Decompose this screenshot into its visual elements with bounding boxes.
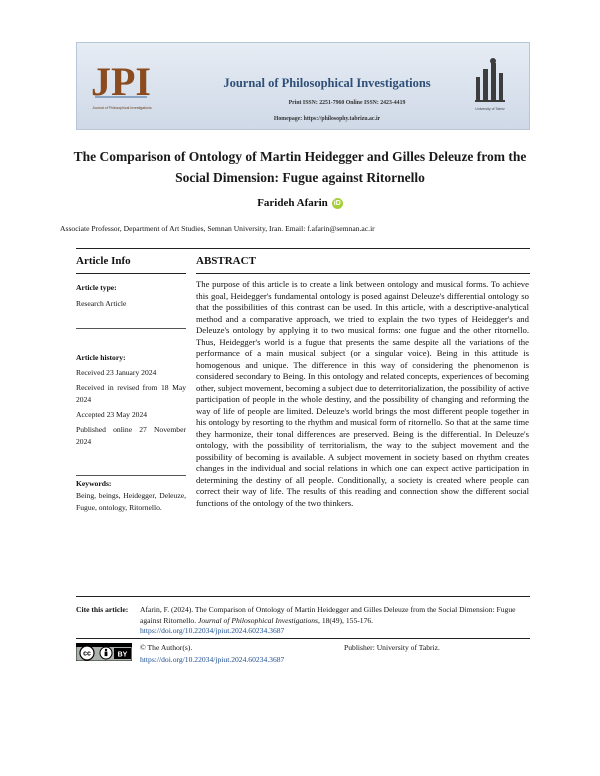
footer-doi-link[interactable]: https://doi.org/10.22034/jpiut.2024.60234.3687 [140,655,285,664]
issn-line: Print ISSN: 2251-7960 Online ISSN: 2423-4419 [288,100,406,106]
article-info-panel [76,282,186,514]
copyright-text: © The Author(s). [140,643,193,652]
university-emblem-icon [473,57,507,105]
homepage-line: Homepage: https://philosophy.tabrizu.ac.ir [273,116,381,122]
revised-date: Received in revised from 18 May 2024 [76,383,186,404]
cite-bottom-divider [76,638,530,639]
orcid-icon[interactable]: iD [333,200,341,207]
journal-banner [76,42,530,130]
published-date: Published online 27 November 2024 [76,425,186,446]
svg-text:cc: cc [83,650,91,658]
abstract-bottom-divider [76,596,530,597]
accepted-date: Accepted 23 May 2024 [76,410,148,419]
article-type-label: Article type: [76,283,117,292]
university-emblem-caption: University of Tabriz [475,107,505,111]
cite-label: Cite this article: [76,605,129,614]
abstract-heading: ABSTRACT [196,255,256,267]
received-date: Received 23 January 2024 [76,368,157,377]
citation-text [140,605,530,637]
author-affiliation: Associate Professor, Department of Art Studies, Semnan University, Iran. Email: f.afarin@semnan.ac.ir [60,224,375,233]
top-divider [76,248,530,249]
article-info-heading: Article Info [76,255,131,267]
citation-volume: , 18(49), 155-176. [318,615,374,625]
article-title: The Comparison of Ontology of Martin Heidegger and Gilles Deleuze from the Social Dimension: Fugue against Ritornello [73,149,527,185]
journal-name: Journal of Philosophical Investigations [223,76,431,90]
keywords-label: Keywords: [76,479,112,488]
author-line [150,197,450,209]
author-name: Farideh Afarin [257,197,328,209]
info-heading-divider [76,273,186,274]
keywords-value: Being, beings, Heidegger, Deleuze, Fugue, ontology, Ritornello. [76,491,186,512]
jpi-logo-caption: Journal of Philosophical Investigations [92,106,152,110]
jpi-logo-icon [91,57,151,107]
jpi-logo-text: JPI [91,59,151,104]
citation-journal: Journal of Philosophical Investigations [198,615,319,625]
citation-main: Afarin, F. (2024). The Comparison of Ontology of Martin Heidegger and Gilles Deleuze from the Social Dimension: Fugue against Ritornello. [140,605,516,625]
article-type-value: Research Article [76,299,127,308]
abstract-heading-divider [196,273,530,274]
citation-doi-link[interactable]: https://doi.org/10.22034/jpiut.2024.60234.3687 [140,626,285,635]
publisher-text: Publisher: University of Tabriz. [344,643,440,652]
abstract-text: The purpose of this article is to create a link between ontology and musical forms. To achieve this goal, Heidegger's fundamental ontology is posed against Deleuze's differential ontology so that the possibilities of this contrast can be used. In this article, with a descriptive-analytical method and a comparative approach, we tried to explain the two types of Heidegger's and Deleuze's ontology by applying it to two musical forms: one fugue and the other ritornello. Thus, Heidegger's world is a fugue that presents the same despite all the variations of the performance of a main musical subject (or a singular voice). Being in this attitude is homogenous and unique. The difference in this way of considering the phenomenon is considered secondary to Being. In this ontology and related concepts, experiences of becoming other, subject movement, becoming a subject due to deterritorialization, the possibility of active participation of people in the whole destiny, and the possibility of changing and reforming the way of life of people are limited. Deleuze's world brings the most different people together in his ontology by resorting to the rhythm and musical form of ritornello. So that at the same time they harmonize, their tonal differences are preserved. Being is the differential. In Deleuze's ontology, with the possibility of territorialism, the way to the subject movement and the possibility of becoming is available. A subject movement in society based on rhythm creates changes in the individual and social relations in which one can expect active participation in determining the destiny of all people. Conditionally, a society is created where people can correct their way of life. The results of this reading and connection show the different social functions of the ontology of the two thinkers. [196,279,529,508]
svg-text:BY: BY [117,651,128,659]
cc-by-license-icon[interactable] [76,643,132,661]
article-history-label: Article history: [76,353,126,362]
